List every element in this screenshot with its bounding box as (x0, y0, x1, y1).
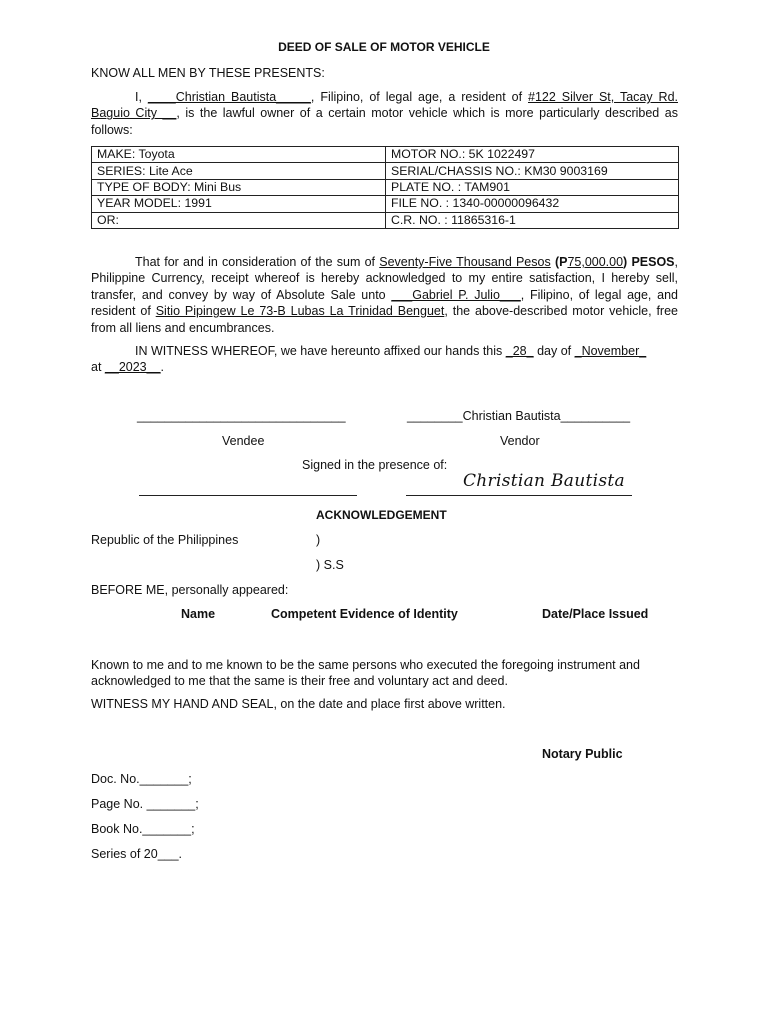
owner-after-name: , Filipino, of legal age, a resident of (310, 90, 523, 104)
acknowledgement-heading: ACKNOWLEDGEMENT (316, 508, 447, 522)
vendee-signature-line: ______________________________ (137, 409, 346, 423)
table-cell: PLATE NO. : TAM901 (386, 179, 679, 195)
witness-year: __2023__ (104, 360, 161, 375)
witness-day: _28_ (505, 344, 534, 358)
presence-label: Signed in the presence of: (302, 458, 448, 472)
buyer-name: ___Gabriel P. Julio___ (391, 287, 521, 302)
pesos-label: PESOS (631, 255, 675, 269)
table-row (92, 163, 679, 179)
table-cell: MAKE: Toyota (92, 147, 386, 163)
table-cell: TYPE OF BODY: Mini Bus (92, 179, 386, 195)
vendor-label: Vendor (500, 434, 540, 448)
consideration-text-1: That for and in consideration of the sum of (135, 255, 376, 269)
column-name: Name (181, 607, 216, 621)
vehicle-table (91, 146, 679, 229)
witness-signature: Christian Bautista (463, 471, 625, 491)
column-date-place: Date/Place Issued (542, 607, 649, 621)
witness-at: at (91, 360, 102, 375)
i-text: I, (135, 90, 142, 104)
vendor-line-pre: ________ (407, 409, 463, 423)
ss-label: ) S.S (316, 558, 344, 572)
vendee-label: Vendee (222, 434, 265, 448)
consideration-text-3: , Filipino, of legal age, and resident of (91, 287, 678, 319)
amount-open-paren: (P (554, 255, 568, 269)
amount-number: 75,000.00 (567, 255, 624, 269)
table-row (92, 212, 679, 228)
before-me-label: BEFORE ME, personally appeared: (91, 583, 289, 597)
notary-public-label: Notary Public (542, 747, 623, 761)
table-cell: MOTOR NO.: 5K 1022497 (386, 147, 679, 163)
buyer-address: Sitio Pipingew Le 73-B Lubas La Trinidad Benguet (155, 304, 445, 319)
vendor-line-post: __________ (560, 409, 631, 423)
republic-label: Republic of the Philippines (91, 533, 239, 547)
doc-no: Doc. No._______; (91, 772, 192, 786)
witness-text-2: day of (537, 344, 572, 358)
table-cell: SERIES: Lite Ace (92, 163, 386, 179)
witness-signature-line-right (406, 494, 632, 496)
witness-paragraph (91, 343, 678, 376)
book-no: Book No._______; (91, 822, 195, 836)
witness-text-1: IN WITNESS WHEREOF, we have hereunto affixed our hands this (135, 344, 503, 358)
series-of: Series of 20___. (91, 847, 183, 861)
table-row (92, 196, 679, 212)
witness-signature-line-left (139, 494, 357, 496)
amount-in-words: Seventy-Five Thousand Pesos (379, 255, 551, 269)
opening-line: KNOW ALL MEN BY THESE PRESENTS: (91, 66, 325, 80)
vendor-name: Christian Bautista (462, 409, 561, 423)
table-row (92, 179, 679, 195)
known-paragraph: Known to me and to me known to be the same persons who executed the foregoing instrument and acknowledged to me that the same is their free and voluntary act and deed. (91, 658, 640, 689)
table-row (92, 147, 679, 163)
vendor-signature-block (407, 409, 630, 423)
witness-hand-line: WITNESS MY HAND AND SEAL, on the date and place first above written. (91, 697, 506, 711)
column-evidence: Competent Evidence of Identity (271, 607, 458, 621)
witness-end: . (160, 360, 165, 375)
table-cell: OR: (92, 212, 386, 228)
owner-name: ____Christian Bautista_____ (147, 90, 311, 104)
page-no: Page No. _______; (91, 797, 199, 811)
republic-paren: ) (316, 533, 321, 547)
owner-paragraph (91, 89, 678, 138)
owner-after-address: , is the lawful owner of a certain motor vehicle which is more particularly described as follows: (91, 106, 678, 137)
witness-month: _November_ (574, 344, 647, 358)
table-cell: YEAR MODEL: 1991 (92, 196, 386, 212)
document-title: DEED OF SALE OF MOTOR VEHICLE (278, 40, 490, 54)
table-cell: FILE NO. : 1340-00000096432 (386, 196, 679, 212)
consideration-text-4: , the above-described motor vehicle, free from all liens and encumbrances. (91, 304, 678, 335)
consideration-paragraph (91, 254, 678, 336)
table-cell: C.R. NO. : 11865316-1 (386, 212, 679, 228)
owner-address: #122 Silver St, Tacay Rd. Baguio City __ (91, 90, 678, 121)
consideration-text-2: , Philippine Currency, receipt whereof is hereby acknowledged to my entire satisfaction, I hereby sell, transfer, and convey by way of Absolute Sale unto (91, 255, 678, 302)
amount-close-paren: ) (623, 255, 628, 269)
table-cell: SERIAL/CHASSIS NO.: KM30 9003169 (386, 163, 679, 179)
